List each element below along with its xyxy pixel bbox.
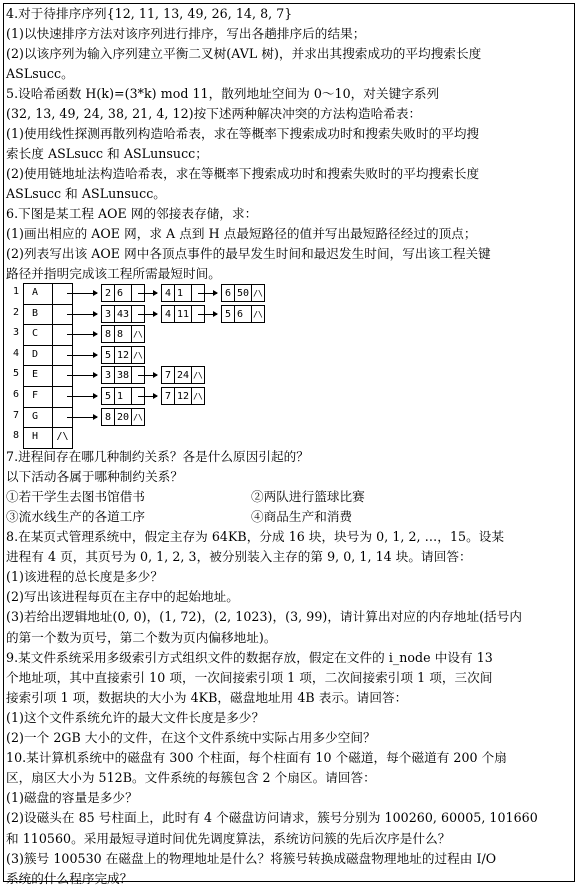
edge-node-weight: 24 — [174, 366, 192, 384]
text-line: 接索引项 1 项，数据块的大小为 4KB，磁盘地址用 4B 表示。请回答： — [6, 689, 408, 705]
text-line: (2)以该序列为输入序列建立平衡二叉树(AVL 树)，并求出其搜索成功的平均搜索长度 — [6, 46, 482, 61]
edge-node-adjvex: 4 — [161, 284, 175, 302]
edge-node-adjvex: 5 — [101, 387, 115, 405]
vertex-pointer: /\ — [52, 427, 73, 449]
pointer-arrow — [67, 355, 97, 356]
q7-option-4: ④商品生产和消费 — [251, 509, 353, 524]
edge-node-adjvex: 3 — [101, 366, 115, 384]
text-line: (2)一个 2GB 大小的文件，在这个文件系统中实际占用多少空间？ — [6, 730, 376, 745]
edge-node-adjvex: 5 — [101, 346, 115, 364]
text-line: (1)画出相应的 AOE 网，求 A 点到 H 点最短路径的值并写出最短路径经过的顶点； — [6, 226, 477, 241]
edge-node-weight: 50 — [234, 284, 252, 302]
edge-node-weight: 38 — [114, 366, 132, 384]
adjacency-list-figure — [13, 283, 573, 443]
edge-node-next: /\ — [131, 346, 145, 364]
edge-node-next: /\ — [191, 387, 205, 405]
text-line: (1)以快速排序方法对该序列进行排序，写出各趟排序后的结果； — [6, 26, 366, 41]
q7-line2: 以下活动各属于哪种制约关系？ — [6, 469, 184, 484]
text-line: (1)使用线性探测再散列构造哈希表，求在等概率下搜索成功时和搜索失败时的平均搜 — [6, 126, 480, 141]
next-arrow — [138, 293, 157, 294]
q7-row2 — [6, 507, 353, 527]
text-line: (2)使用链地址法构造哈希表，求在等概率下搜索成功时和搜索失败时的平均搜索长度 — [6, 166, 480, 181]
next-arrow — [198, 314, 217, 315]
edge-node-weight: 43 — [114, 305, 132, 323]
next-arrow — [138, 396, 157, 397]
edge-node-adjvex: 7 — [161, 387, 175, 405]
edge-node-adjvex: 2 — [101, 284, 115, 302]
text-line: (2)设磁头在 85 号柱面上，此时有 4 个磁盘访问请求，簇号分别为 100260, 60005, 101660 — [6, 810, 538, 826]
pointer-arrow — [67, 314, 97, 315]
q7-row1 — [6, 487, 365, 507]
text-line: 6.下图是某工程 AOE 网的邻接表存储，求： — [6, 206, 258, 221]
next-arrow — [138, 314, 157, 315]
text-line: (1)该进程的总长度是多少？ — [6, 569, 164, 585]
vertex-name: A — [23, 283, 53, 305]
text-line: (2)列表写出该 AOE 网中各顶点事件的最早发生时间和最迟发生时间，写出该工程关键 — [6, 246, 491, 261]
edge-node-adjvex: 7 — [161, 366, 175, 384]
edge-node-weight: 1 — [174, 284, 192, 302]
edge-node-adjvex: 5 — [221, 305, 235, 323]
text-line: 索长度 ASLsucc 和 ASLunsucc； — [6, 146, 208, 161]
text-line: 5.设哈希函数 H(k)=(3*k) mod 11，散列地址空间为 0～10，对关键字系列 — [6, 86, 440, 101]
text-line: (3)簇号 100530 在磁盘上的物理地址是什么？将簇号转换成磁盘物理地址的过程由 I/O — [6, 850, 497, 866]
vertex-index: 7 — [13, 409, 20, 421]
vertex-name: H — [23, 427, 53, 449]
text-line: (2)写出该进程每页在主存中的起始地址。 — [6, 589, 239, 605]
pointer-arrow — [67, 293, 97, 294]
edge-node-weight: 12 — [174, 387, 192, 405]
edge-node-next: /\ — [191, 366, 205, 384]
text-line: (3)若给出逻辑地址(0, 0)，(1, 72)，(2, 1023)，(3, 99)，请计算出对应的内存地址(括号内 — [6, 609, 522, 625]
edge-node-weight: 11 — [174, 305, 192, 323]
pointer-arrow — [67, 334, 97, 335]
vertex-name: C — [23, 324, 53, 346]
text-line: ASLsucc。 — [6, 66, 74, 81]
q7-option-1: ①若干学生去图书馆借书 — [6, 489, 146, 504]
edge-node-weight: 6 — [234, 305, 252, 323]
edge-node-next: /\ — [251, 284, 265, 302]
vertex-name: D — [23, 345, 53, 367]
vertex-index: 3 — [13, 327, 20, 339]
text-line: 9.某文件系统采用多级索引方式组织文件的数据存放，假定在文件的 i_node 中设有 13 — [6, 649, 493, 665]
edge-node-adjvex: 3 — [101, 305, 115, 323]
text-line: 和 110560。采用最短寻道时间优先调度算法，系统访问簇的先后次序是什么？ — [6, 830, 451, 846]
vertex-name: F — [23, 386, 53, 408]
edge-node-adjvex: 8 — [101, 325, 115, 343]
q7-option-3: ③流水线生产的各道工序 — [6, 509, 146, 524]
edge-node-adjvex: 6 — [221, 284, 235, 302]
vertex-index: 5 — [13, 368, 20, 380]
edge-node-next: /\ — [131, 408, 145, 426]
text-line: 区，扇区大小为 512B。文件系统的每簇包含 2 个扇区。请回答： — [6, 770, 376, 786]
edge-node-next: /\ — [131, 325, 145, 343]
vertex-index: 4 — [13, 347, 20, 359]
edge-node-adjvex: 8 — [101, 408, 115, 426]
q7-line1: 7.进程间存在哪几种制约关系？各是什么原因引起的？ — [6, 449, 309, 464]
text-line: 进程有 4 页，其页号为 0, 1, 2, 3，被分别装入主存的第 9, 0, 1, 14 块。请回答： — [6, 549, 472, 565]
next-arrow — [138, 375, 157, 376]
vertex-index: 6 — [13, 389, 20, 400]
text-line: 个地址项，其中直接索引 10 项，一次间接索引项 1 项，二次间接索引项 1 项，三次间 — [6, 669, 493, 685]
edge-node-weight: 20 — [114, 408, 132, 426]
pointer-arrow — [67, 375, 97, 376]
text-line: 4.对于待排序序列{12, 11, 13, 49, 26, 14, 8, 7} — [6, 6, 293, 21]
pointer-arrow — [67, 417, 97, 418]
text-line: 10.某计算机系统中的磁盘有 300 个柱面，每个柱面有 10 个磁道，每个磁道有 200 个扇 — [6, 750, 507, 766]
text-line: (1)这个文件系统允许的最大文件长度是多少？ — [6, 709, 265, 725]
text-line: 路径并指明完成该工程所需最短时间。 — [6, 266, 221, 281]
text-line: 系统的什么程序完成？ — [6, 870, 133, 886]
text-line: (1)磁盘的容量是多少？ — [6, 790, 138, 806]
vertex-name: B — [23, 304, 53, 326]
edge-node-next: /\ — [251, 305, 265, 323]
edge-node-weight: 6 — [114, 284, 132, 302]
q7-option-2: ②两队进行篮球比赛 — [251, 489, 365, 504]
vertex-index: 2 — [13, 306, 20, 318]
vertex-index: 1 — [13, 286, 20, 297]
vertex-name: G — [23, 407, 53, 429]
edge-node-weight: 1 — [114, 387, 132, 405]
next-arrow — [198, 293, 217, 294]
edge-node-weight: 8 — [114, 325, 132, 343]
edge-node-adjvex: 4 — [161, 305, 175, 323]
pointer-arrow — [67, 396, 97, 397]
vertex-name: E — [23, 365, 53, 387]
text-line: ASLsucc 和 ASLunsucc。 — [6, 186, 166, 201]
text-line: 的第一个数为页号，第二个数为页内偏移地址)。 — [6, 629, 277, 645]
edge-node-weight: 12 — [114, 346, 132, 364]
vertex-index: 8 — [13, 430, 20, 442]
text-line: 8.在某页式管理系统中，假定主存为 64KB，分成 16 块，块号为 0, 1, 2, …，15。设某 — [6, 529, 504, 544]
text-line: (32, 13, 49, 24, 38, 21, 4, 12)按下述两种解决冲突的方法构造哈希表： — [6, 106, 422, 121]
